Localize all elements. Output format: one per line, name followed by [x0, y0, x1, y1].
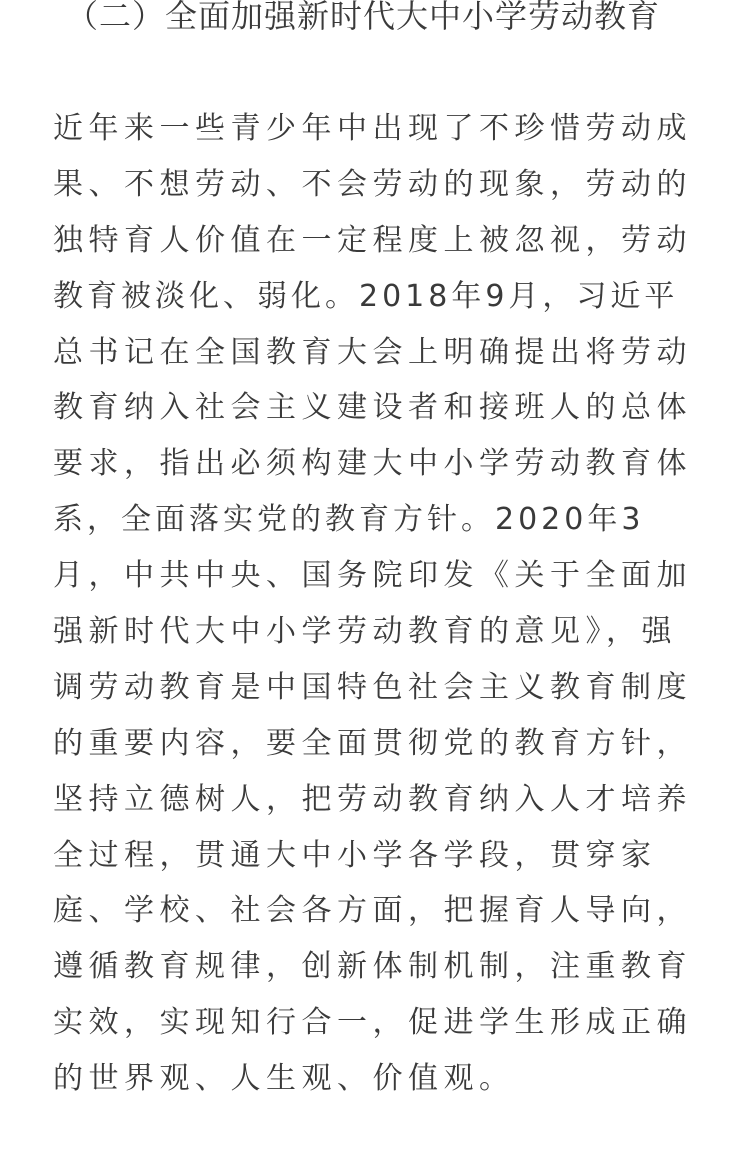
paragraph-line: 总书记在全国教育大会上明确提出将劳动 [53, 334, 692, 370]
paragraph-line: 遵循教育规律，创新体制机制，注重教育 [53, 949, 692, 985]
paragraph-line: 近年来一些青少年中出现了不珍惜劳动成 [53, 111, 692, 146]
paragraph-line: 强新时代大中小学劳动教育的意见》，强 [53, 614, 677, 650]
section-heading: （二）全面加强新时代大中小学劳动教育 [66, 0, 661, 35]
paragraph-line: 教育被淡化、弱化。2018年9月，习近平 [53, 278, 679, 314]
paragraph-line: 的重要内容，要全面贯彻党的教育方针， [53, 725, 692, 761]
paragraph-line: 庭、学校、社会各方面，把握育人导向， [53, 893, 692, 929]
paragraph-line: 坚持立德树人，把劳动教育纳入人才培养 [53, 781, 692, 817]
paragraph-line: 教育纳入社会主义建设者和接班人的总体 [53, 390, 692, 426]
paragraph-line: 月，中共中央、国务院印发《关于全面加 [53, 558, 692, 594]
paragraph-line: 全过程，贯通大中小学各学段，贯穿家 [53, 837, 657, 873]
paragraph-line: 实效，实现知行合一，促进学生形成正确 [53, 1005, 692, 1041]
paragraph-line: 的世界观、人生观、价值观。 [53, 1061, 515, 1097]
paragraph-line: 系，全面落实党的教育方针。2020年3 [53, 502, 645, 538]
paragraph-line: 独特育人价值在一定程度上被忽视，劳动 [53, 222, 692, 258]
paragraph-line: 调劳动教育是中国特色社会主义教育制度 [53, 669, 692, 705]
paragraph-line: 果、不想劳动、不会劳动的现象，劳动的 [53, 166, 692, 202]
article-paragraph [53, 101, 703, 1107]
paragraph-line: 要求，指出必须构建大中小学劳动教育体 [53, 446, 692, 482]
